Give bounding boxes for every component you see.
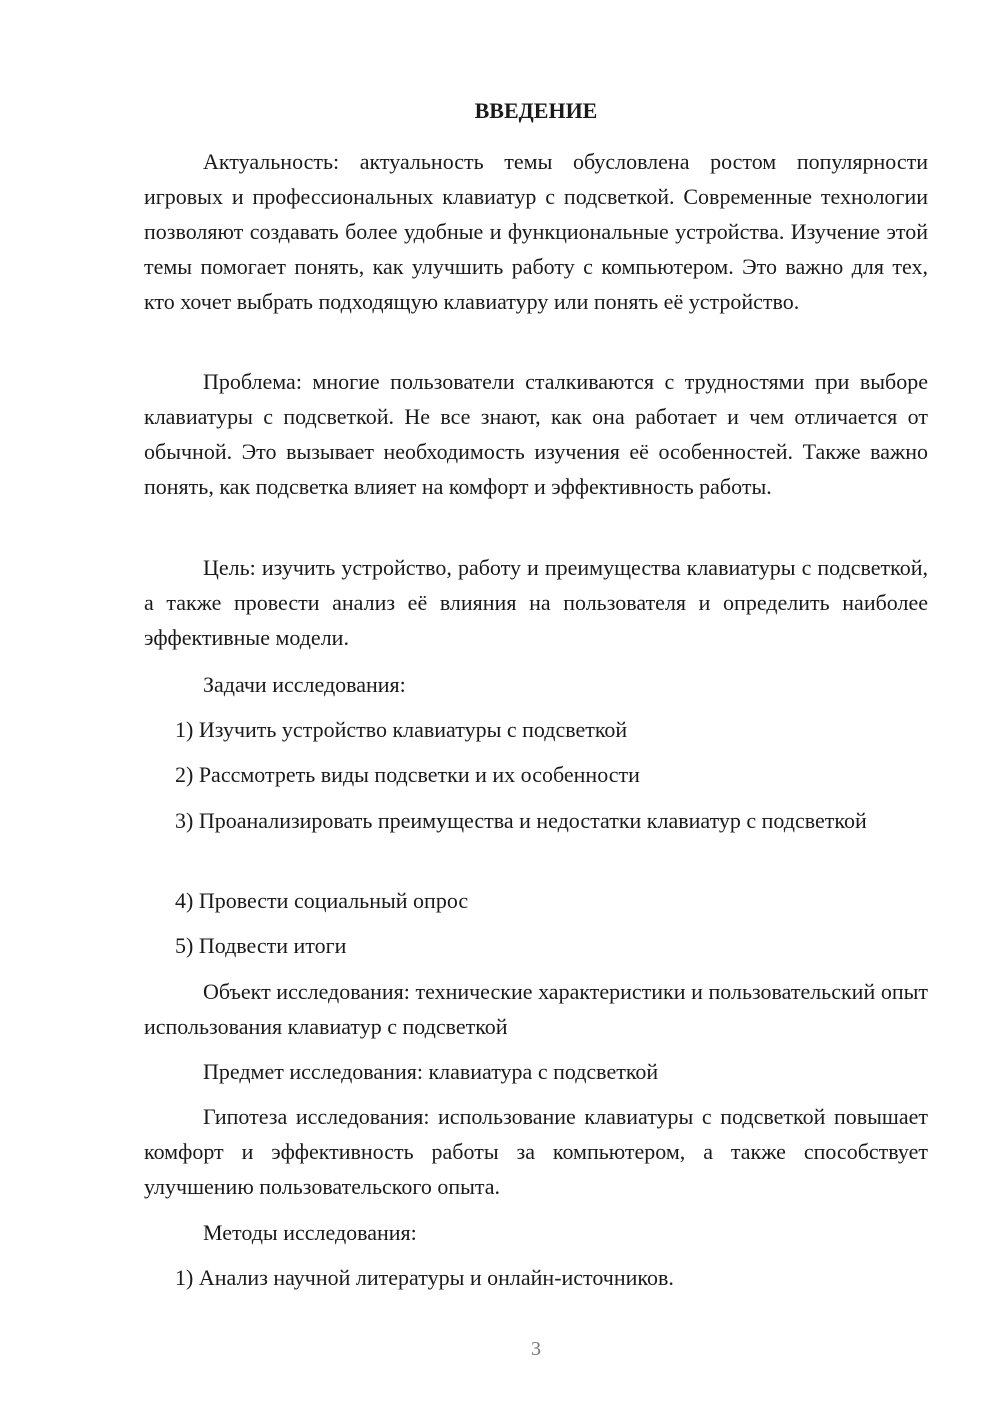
task-item: 5) Подвести итоги [175,933,347,958]
page-number: 3 [531,1338,541,1360]
hypothesis-paragraph: Гипотеза исследования: использование клавиатуры с подсветкой повышает комфорт и эффективность работы за компьютером, а также способствует улучшению пользовательского опыта. [144,1104,928,1199]
task-item: 1) Изучить устройство клавиатуры с подсветкой [175,717,628,742]
subject-paragraph: Предмет исследования: клавиатура с подсветкой [203,1059,659,1084]
task-item: 2) Рассмотреть виды подсветки и их особенности [175,762,640,787]
tasks-heading: Задачи исследования: [203,672,406,697]
task-item: 3) Проанализировать преимущества и недостатки клавиатур с подсветкой [175,808,867,833]
object-paragraph: Объект исследования: технические характеристики и пользовательский опыт использования клавиатур с подсветкой [144,979,928,1039]
method-item: 1) Анализ научной литературы и онлайн-источников. [175,1265,674,1290]
relevance-paragraph: Актуальность: актуальность темы обусловлена ростом популярности игровых и профессиональных клавиатур с подсветкой. Современные технологии позволяют создавать более удобные и функциональные устройства. Изучение этой темы помогает понять, как улучшить работу с компьютером. Это важно для тех, кто хочет выбрать подходящую клавиатуру или понять её устройство. [144,149,928,314]
task-item: 4) Провести социальный опрос [175,888,469,913]
section-heading: ВВЕДЕНИЕ [474,98,598,123]
goal-paragraph: Цель: изучить устройство, работу и преимущества клавиатуры с подсветкой, а также провести анализ её влияния на пользователя и определить наиболее эффективные модели. [144,555,928,650]
problem-paragraph: Проблема: многие пользователи сталкиваются с трудностями при выборе клавиатуры с подсветкой. Не все знают, как она работает и чем отличается от обычной. Это вызывает необходимость изучения её особенностей. Также важно понять, как подсветка влияет на комфорт и эффективность работы. [144,369,928,499]
methods-heading: Методы исследования: [203,1220,417,1245]
